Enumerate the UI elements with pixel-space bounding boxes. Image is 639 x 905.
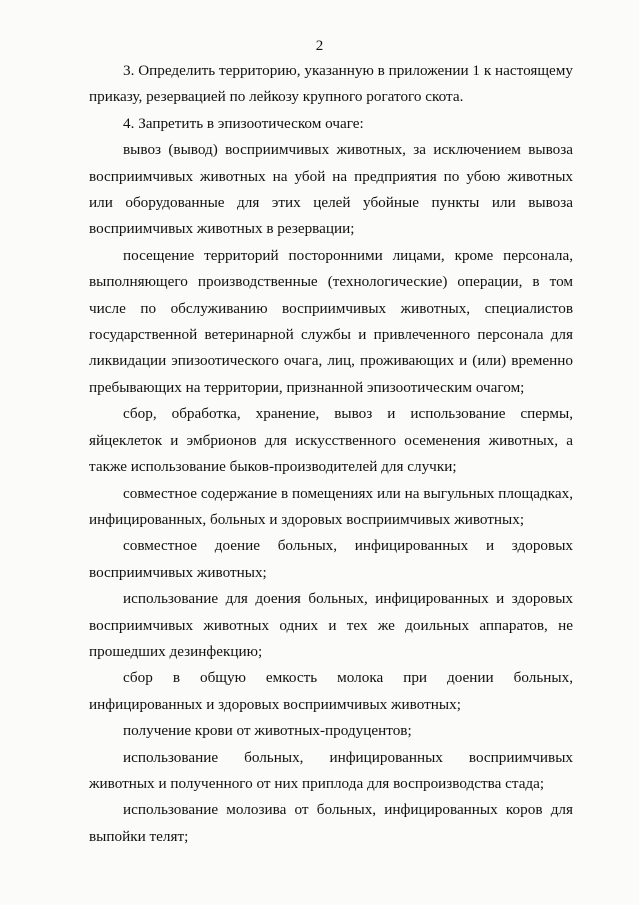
paragraph-item-4-prohibit: 4. Запретить в эпизоотическом очаге: bbox=[123, 114, 364, 132]
paragraph-milk-collection: сбор в общую емкость молока при доении больных, инфицированных и здоровых восприимчивых животных; bbox=[89, 669, 573, 713]
document-body bbox=[89, 58, 573, 850]
page-number: 2 bbox=[315, 38, 324, 54]
paragraph-joint-keeping: совместное содержание в помещениях или на выгульных площадках, инфицированных, больных и здоровых восприимчивых животных; bbox=[89, 484, 573, 528]
paragraph-milking-equipment: использование для доения больных, инфицированных и здоровых восприимчивых животных одних и тех же доильных аппаратов, не прошедших дезинфекцию; bbox=[89, 590, 573, 660]
paragraph-joint-milking: совместное доение больных, инфицированных и здоровых восприимчивых животных; bbox=[89, 537, 573, 581]
paragraph-colostrum: использование молозива от больных, инфицированных коров для выпойки телят; bbox=[89, 801, 573, 845]
paragraph-export-animals: вывоз (вывод) восприимчивых животных, за исключением вывоза восприимчивых животных на убой на предприятия по убою животных или оборудованные для этих целей убойные пункты или вывоза восприимчивых животных в резервации; bbox=[89, 141, 573, 238]
paragraph-reproduction: использование больных, инфицированных восприимчивых животных и полученного от них приплода для воспроизводства стада; bbox=[89, 748, 573, 792]
paragraph-visiting-territories: посещение территорий посторонними лицами, кроме персонала, выполняющего производственные (технологические) операции, в том числе по обслуживанию восприимчивых животных, специалистов государственной ветеринарной службы и привлеченного персонала для ликвидации эпизоотического очага, лиц, проживающих и (или) временно пребывающих на территории, признанной эпизоотическим очагом; bbox=[89, 246, 573, 396]
paragraph-sperm-embryos: сбор, обработка, хранение, вывоз и использование спермы, яйцеклеток и эмбрионов для искусственного осеменения животных, а также использование быков-производителей для случки; bbox=[89, 405, 573, 476]
paragraph-blood-collection: получение крови от животных-продуцентов; bbox=[123, 722, 412, 740]
paragraph-item-3-territory: 3. Определить территорию, указанную в приложении 1 к настоящему приказу, резервацией по лейкозу крупного рогатого скота. bbox=[89, 62, 573, 106]
